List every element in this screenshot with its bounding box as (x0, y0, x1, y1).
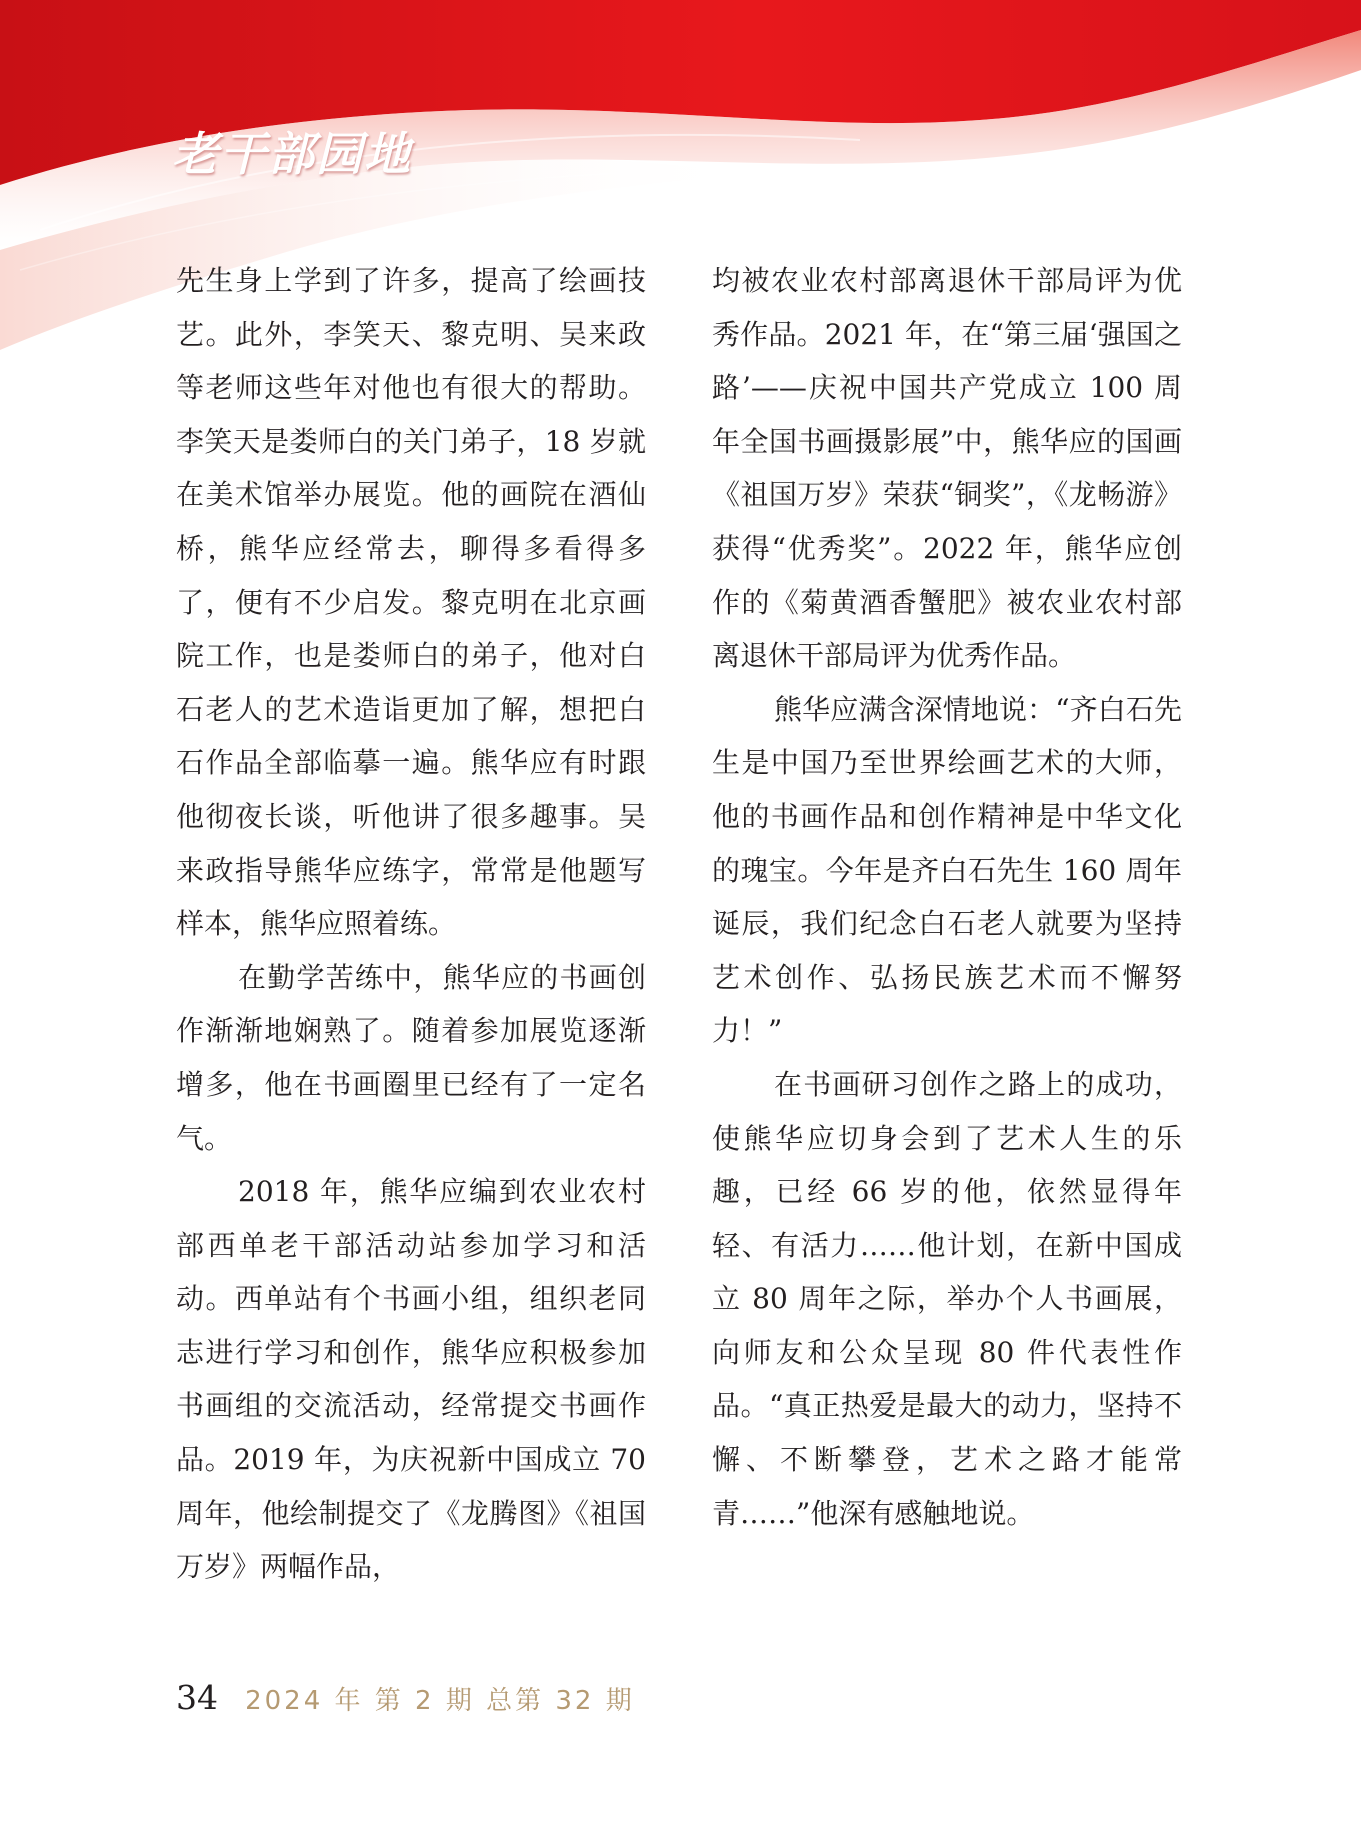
article-paragraph: 2018 年，熊华应编到农业农村部西单老干部活动站参加学习和活动。西单站有个书画小组，组织老同志进行学习和创作，熊华应积极参加书画组的交流活动，经常提交书画作品。2019 年，为庆祝新中国成立 70 周年，他绘制提交了《龙腾图》《祖国万岁》两幅作品， (176, 1175, 646, 1584)
article-paragraph: 先生身上学到了许多，提高了绘画技艺。此外，李笑天、黎克明、吴来政等老师这些年对他也有很大的帮助。李笑天是娄师白的关门弟子，18 岁就在美术馆举办展览。他的画院在酒仙桥，熊华应经常去，聊得多看得多了，便有不少启发。黎克明在北京画院工作，也是娄师白的弟子，他对白石老人的艺术造诣更加了解，想把白石作品全部临摹一遍。熊华应有时跟他彻夜长谈，听他讲了很多趣事。吴来政指导熊华应练字，常常是他题写样本，熊华应照着练。 (176, 264, 646, 941)
page-number: 34 (176, 1678, 218, 1717)
article-paragraph: 均被农业农村部离退休干部局评为优秀作品。2021 年，在“第三届‘强国之路’——庆祝中国共产党成立 100 周年全国书画摄影展”中，熊华应的国画《祖国万岁》荣获“铜奖”，《龙畅游》获得“优秀奖”。2022 年，熊华应创作的《菊黄酒香蟹肥》被农业农村部离退休干部局评为优秀作品。 (712, 264, 1182, 673)
article-paragraph: 在书画研习创作之路上的成功，使熊华应切身会到了艺术人生的乐趣，已经 66 岁的他，依然显得年轻、有活力……他计划，在新中国成立 80 周年之际，举办个人书画展，向师友和公众呈现 80 件代表性作品。“真正热爱是最大的动力，坚持不懈、不断攀登，艺术之路才能常青……”他深有感触地说。 (712, 1067, 1182, 1530)
section-title: 老干部园地 (172, 127, 412, 181)
article-right-column (712, 254, 1182, 1540)
article-paragraph: 在勤学苦练中，熊华应的书画创作渐渐地娴熟了。随着参加展览逐渐增多，他在书画圈里已经有了一定名气。 (176, 960, 646, 1155)
page-footer (176, 1678, 635, 1717)
issue-info: 2024 年 第 2 期 总第 32 期 (245, 1686, 635, 1716)
article-left-column (176, 254, 646, 1594)
article-paragraph: 熊华应满含深情地说：“齐白石先生是中国乃至世界绘画艺术的大师，他的书画作品和创作精神是中华文化的瑰宝。今年是齐白石先生 160 周年诞辰，我们纪念白石老人就要为坚持艺术创作、弘扬民族艺术而不懈努力！” (712, 692, 1182, 1048)
